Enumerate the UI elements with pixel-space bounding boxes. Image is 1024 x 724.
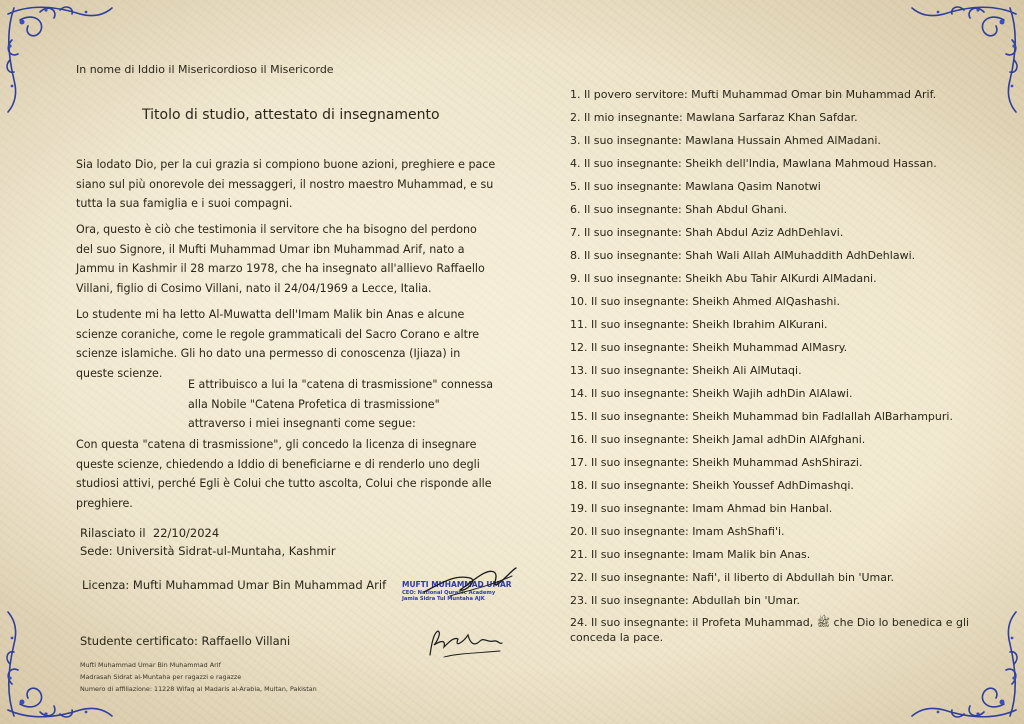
paragraph-license-grant: Con questa "catena di trasmissione", gli concedo la licenza di insegnare queste scienze, chiedendo a Iddio di beneficiarne e di renderlo uno degli studiosi attivi, perché Egli è Colui che tutto ascolta, Colui che risponde alle preghiere. <box>76 438 492 510</box>
chain-item: 12. Il suo insegnante: Sheikh Muhammad AlMasry. <box>570 341 848 354</box>
chain-item: 8. Il suo insegnante: Shah Wali Allah AlMuhaddith AdhDehlawi. <box>570 249 916 262</box>
chain-item: 2. Il mio insegnante: Mawlana Sarfaraz Khan Safdar. <box>570 111 858 124</box>
chain-item: 11. Il suo insegnante: Sheikh Ibrahim AlKurani. <box>570 318 828 331</box>
certified-student: Studente certificato: Raffaello Villani <box>80 634 291 648</box>
chain-item: 5. Il suo insegnante: Mawlana Qasim Nanotwi <box>570 180 821 193</box>
chain-item: 23. Il suo insegnante: Abdullah bin 'Umar. <box>570 594 801 607</box>
chain-item: 7. Il suo insegnante: Shah Abdul Aziz AdhDehlavi. <box>570 226 844 239</box>
chain-item: 19. Il suo insegnante: Imam Ahmad bin Hanbal. <box>570 502 833 515</box>
teacher-signature <box>420 562 520 602</box>
chain-item: 4. Il suo insegnante: Sheikh dell'India, Mawlana Mahmoud Hassan. <box>570 157 937 170</box>
paragraph-praise: Sia lodato Dio, per la cui grazia si compiono buone azioni, preghiere e pace siano sul più onorevole dei messaggeri, il nostro maestro Muhammad, e su tutta la sua famiglia e i suoi compagni. <box>76 158 496 210</box>
footer-line-1: Mufti Muhammad Umar Bin Muhammad Arif <box>80 661 221 669</box>
certificate-title: Titolo di studio, attestato di insegnamento <box>142 107 440 123</box>
chain-item: 20. Il suo insegnante: Imam AshShafi'i. <box>570 525 785 538</box>
chain-item: 18. Il suo insegnante: Sheikh Youssef AdhDimashqi. <box>570 479 854 492</box>
chain-of-transmission-list <box>570 86 970 644</box>
chain-item: 6. Il suo insegnante: Shah Abdul Ghani. <box>570 203 788 216</box>
issue-seat: Sede: Università Sidrat-ul-Muntaha, Kashmir <box>80 544 336 558</box>
chain-item: 15. Il suo insegnante: Sheikh Muhammad bin Fadlallah AlBarhampuri. <box>570 410 953 423</box>
paragraph-testimony: Ora, questo è ciò che testimonia il servitore che ha bisogno del perdono del suo Signore, il Mufti Muhammad Umar ibn Muhammad Arif, nato a Jammu in Kashmir il 28 marzo 1978, che ha insegnato all'allievo Raffaello Villani, figlio di Cosimo Villani, nato il 24/04/1969 a Lecce, Italia. <box>76 223 485 295</box>
chain-item: 9. Il suo insegnante: Sheikh Abu Tahir AlKurdi AlMadani. <box>570 272 877 285</box>
chain-item: 10. Il suo insegnante: Sheikh Ahmed AlQashashi. <box>570 295 840 308</box>
paragraph-studies: Lo studente mi ha letto Al-Muwatta dell'Imam Malik bin Anas e alcune scienze coraniche, come le regole grammaticali del Sacro Corano e altre scienze islamiche. Gli ho dato una permesso di conoscenza (Ijiaza) in queste scienze. <box>76 308 480 380</box>
paragraph-chain-intro: E attribuisco a lui la "catena di trasmissione" connessa alla Nobile "Catena Profetica di trasmissione" attraverso i miei insegnanti come segue: <box>188 378 494 430</box>
chain-item: 16. Il suo insegnante: Sheikh Jamal adhDin AlAfghani. <box>570 433 866 446</box>
stamp-line-2: CEO: National Quranic Academy <box>402 590 496 596</box>
chain-item: 3. Il suo insegnante: Mawlana Hussain Ahmed AlMadani. <box>570 134 881 147</box>
chain-item: 24. Il suo insegnante: il Profeta Muhammad, ﷺ che Dio lo benedica e gli conceda la pace. <box>570 616 970 644</box>
issue-details <box>80 524 336 560</box>
chain-item: 1. Il povero servitore: Mufti Muhammad Omar bin Muhammad Arif. <box>570 88 937 101</box>
chain-item: 22. Il suo insegnante: Nafi', il liberto di Abdullah bin 'Umar. <box>570 571 895 584</box>
footer-line-3: Numero di affiliazione: 11228 Wifaq al Madaris al-Arabia, Multan, Pakistan <box>80 685 317 693</box>
chain-item: 14. Il suo insegnante: Sheikh Wajih adhDin AlAlawi. <box>570 387 853 400</box>
chain-item: 17. Il suo insegnante: Sheikh Muhammad AshShirazi. <box>570 456 863 469</box>
chain-item: 13. Il suo insegnante: Sheikh Ali AlMutaqi. <box>570 364 802 377</box>
license-holder: Licenza: Mufti Muhammad Umar Bin Muhammad Arif <box>82 578 387 592</box>
student-signature <box>424 627 504 661</box>
stamp-line-3: Jamia Sidra Tul Muntaha AJK <box>402 596 485 602</box>
footer-line-2: Madrasah Sidrat al-Muntaha per ragazzi e ragazze <box>80 673 242 681</box>
chain-item: 21. Il suo insegnante: Imam Malik bin Anas. <box>570 548 811 561</box>
stamp-line-1: MUFTI MUHAMMAD UMAR <box>402 580 512 589</box>
issue-date: Rilasciato il 22/10/2024 <box>80 526 220 540</box>
basmala-line: In nome di Iddio il Misericordioso il Misericorde <box>76 63 334 76</box>
